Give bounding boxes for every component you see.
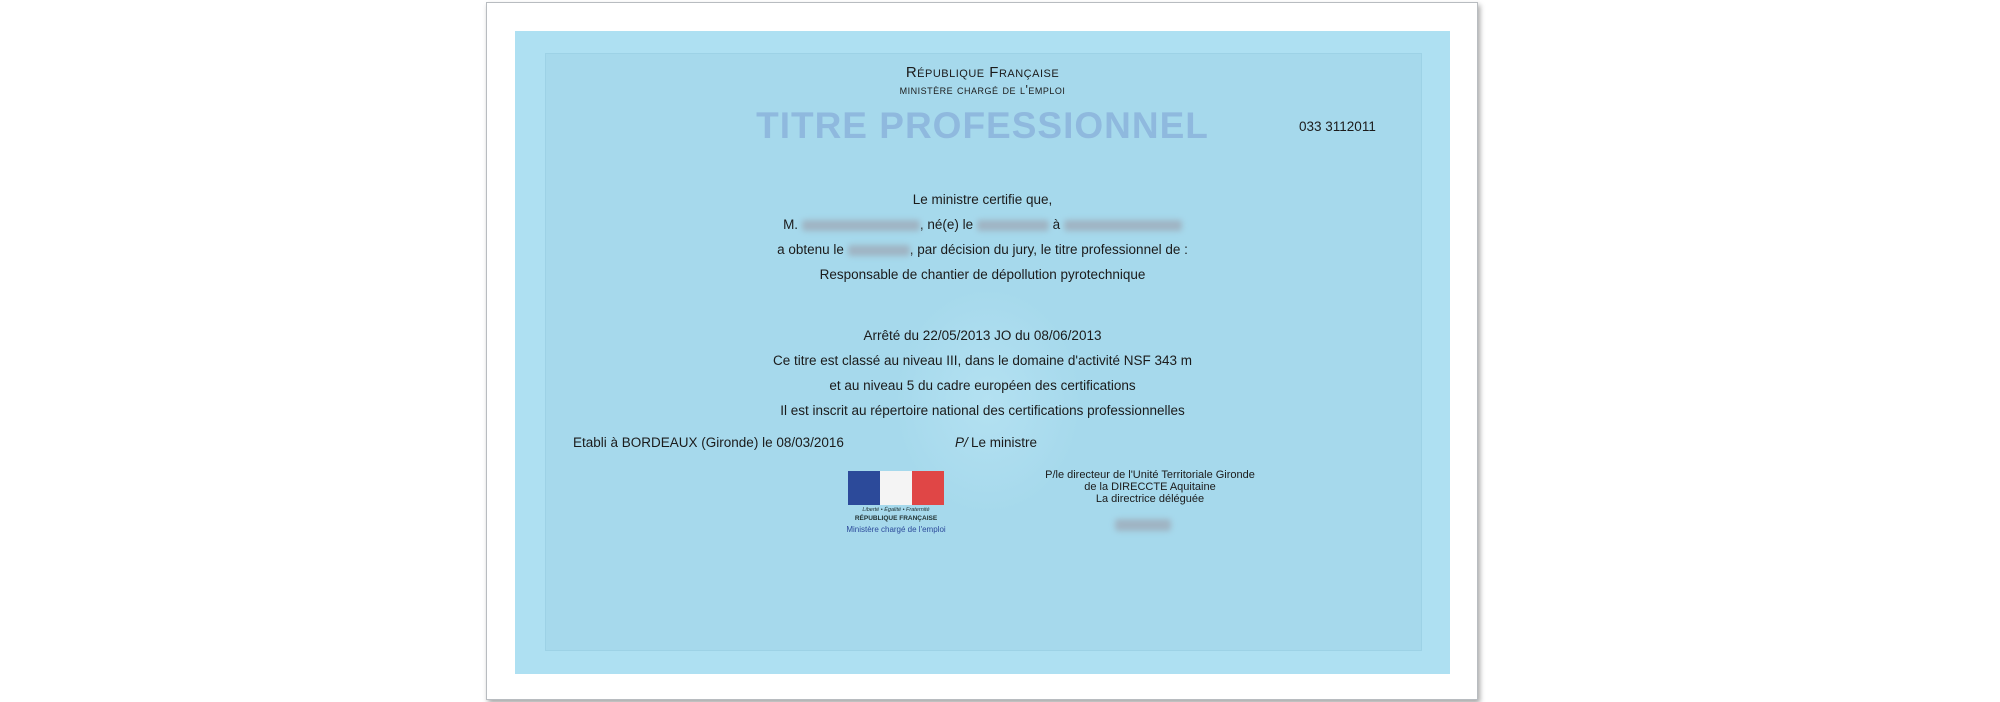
certificate-number: 033 3112011 bbox=[1299, 119, 1376, 134]
director-line-2: de la DIRECCTE Aquitaine bbox=[1084, 481, 1216, 493]
redacted-birthdate bbox=[977, 220, 1049, 231]
redacted-name bbox=[802, 220, 920, 231]
certify-line: Le ministre certifie que, bbox=[912, 192, 1053, 207]
flag-red-band bbox=[912, 471, 944, 505]
decree-line: Arrêté du 22/05/2013 JO du 08/06/2013 bbox=[863, 328, 1102, 343]
ministry-heading: ministère chargé de l'emploi bbox=[899, 83, 1066, 97]
document-frame bbox=[486, 2, 1478, 700]
established-line: Etabli à BORDEAUX (Gironde) le 08/03/2016 bbox=[573, 435, 844, 450]
jury-text: , par décision du jury, le titre professionnel de : bbox=[909, 242, 1188, 257]
republic-heading: République Française bbox=[905, 64, 1060, 81]
holder-line bbox=[515, 217, 1450, 232]
logo-republic: RÉPUBLIQUE FRANÇAISE bbox=[854, 515, 938, 522]
level-line: Ce titre est classé au niveau III, dans le domaine d'activité NSF 343 m bbox=[772, 353, 1193, 368]
certificate-paper bbox=[515, 31, 1450, 674]
minister-label: Le ministre bbox=[971, 435, 1038, 450]
certificate-title: TITRE PROFESSIONNEL bbox=[756, 105, 1209, 146]
civility: M. bbox=[783, 217, 799, 232]
flag-white-band bbox=[880, 471, 912, 505]
logo-ministry: Ministère chargé de l'emploi bbox=[846, 525, 946, 534]
profession-line: Responsable de chantier de dépollution pyrotechnique bbox=[819, 267, 1146, 282]
obtained-label: a obtenu le bbox=[777, 242, 844, 257]
born-label: , né(e) le bbox=[919, 217, 974, 232]
marianne-logo-icon bbox=[848, 471, 944, 505]
flag-blue-band bbox=[848, 471, 880, 505]
obtained-line bbox=[515, 242, 1450, 257]
redacted-signature bbox=[1115, 519, 1171, 531]
logo-motto: Liberté • Égalité • Fraternité bbox=[862, 507, 930, 513]
registry-line: Il est inscrit au répertoire national des certifications professionnelles bbox=[780, 403, 1185, 418]
redacted-date bbox=[848, 245, 910, 256]
european-level-line: et au niveau 5 du cadre européen des certifications bbox=[829, 378, 1136, 393]
director-line-1: P/le directeur de l'Unité Territoriale Gironde bbox=[1045, 469, 1255, 481]
redacted-birthplace bbox=[1064, 220, 1182, 231]
director-line-3: La directrice déléguée bbox=[1095, 493, 1205, 505]
at-label: à bbox=[1052, 217, 1061, 232]
pm-mark: P/ bbox=[955, 435, 968, 450]
